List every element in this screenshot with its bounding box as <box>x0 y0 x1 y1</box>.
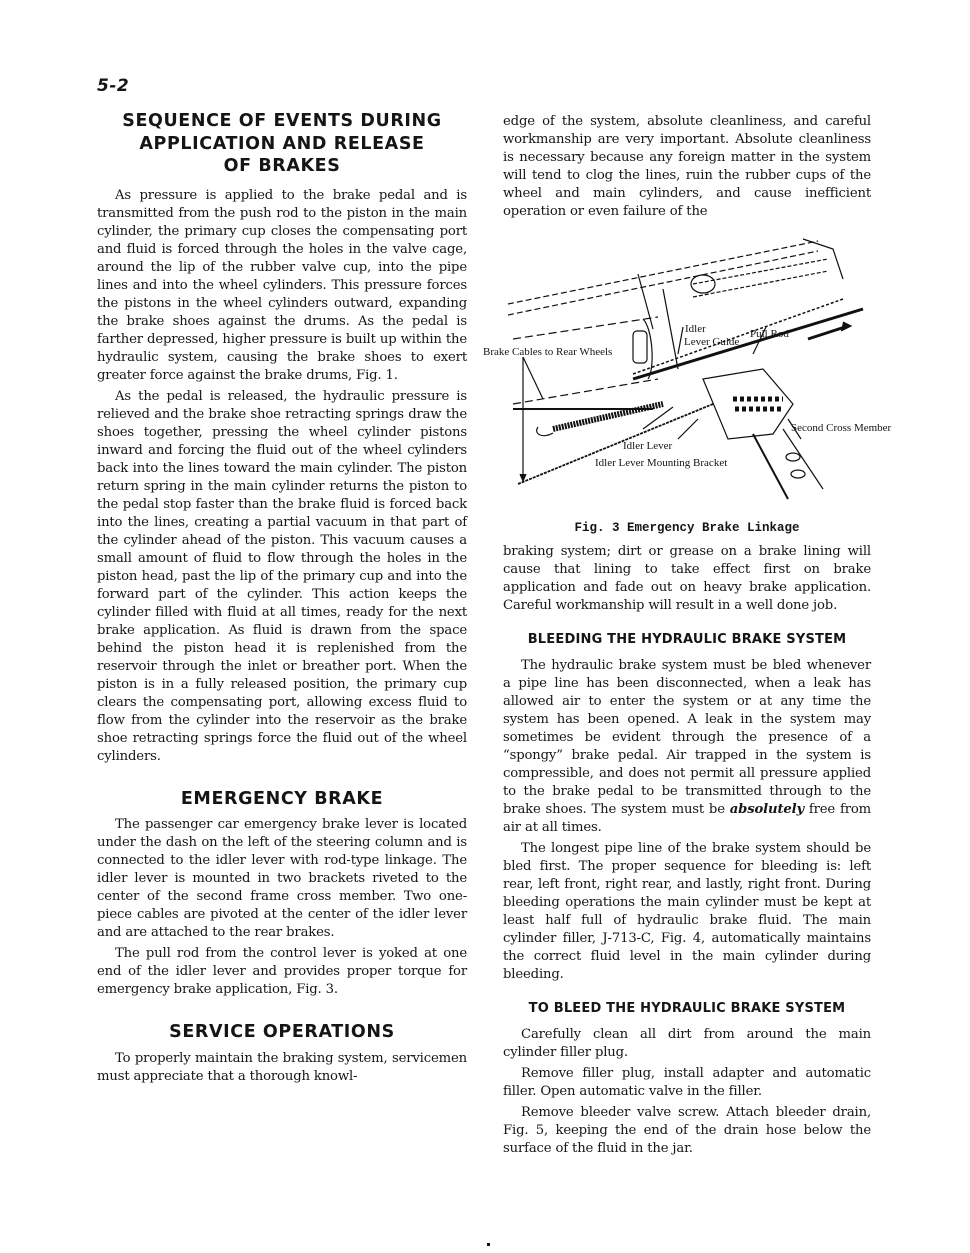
paragraph: The passenger car emergency brake lever is located under the dash on the left of the steering column and is connected to the idler lever with rod-type linkage. The idler lever is mounted in two brackets riveted to the center of the second frame cross member. Two one-piece cables are pivoted at the center of the idler lever and are attached to the rear brakes. <box>97 817 467 940</box>
title-line: APPLICATION AND RELEASE <box>139 133 425 154</box>
title-line: OF BRAKES <box>223 156 341 176</box>
left-column <box>97 110 467 1086</box>
paragraph: braking system; dirt or grease on a brake lining will cause that lining to take effect first on brake application and fade out on heavy brake application. Careful workmanship will result in a well done job. <box>503 544 871 613</box>
text-run: free from air at all times. <box>503 802 872 835</box>
brake-linkage-illustration-icon <box>483 229 903 519</box>
paragraph <box>503 657 871 837</box>
label-second-cross-member: Second Cross Member <box>791 422 892 434</box>
label-idler-lever-mounting-bracket: Idler Lever Mounting Bracket <box>595 457 728 469</box>
paragraph: As pressure is applied to the brake pedal and is transmitted from the push rod to the piston in the main cylinder, the primary cup closes the compensating port and fluid is forced through the holes in the valve cage, around the lip of the rubber valve cup, into the pipe lines and into the wheel cylinders. This pressure forces the pistons in the wheel cylinders outward, expanding the brake shoes against the drums. As the pedal is farther depressed, higher pressure is built up within the hydraulic system, causing the brake shoes to exert greater force against the brake drums, Fig. 1. <box>97 187 467 383</box>
figure-emergency-brake-linkage <box>483 229 903 519</box>
section-title-service-operations: SERVICE OPERATIONS <box>169 1022 395 1042</box>
section-title-emergency-brake: EMERGENCY BRAKE <box>180 788 384 809</box>
right-column <box>483 113 892 1158</box>
text-run: The hydraulic brake system must be bled whenever a pipe line has been disconnected, when a leak has allowed air to enter the system or at any time the system has been opened. A leak in the system may sometimes be evident through the presence of a “spongy” brake pedal. Air trapped in the system is compressible, and does not permit all pressure applied to the brake pedal to be transmitted through to the brake shoes. The system must be <box>503 658 871 817</box>
paragraph: To properly maintain the braking system, servicemen must appreciate that a thorough knowl- <box>97 1050 467 1084</box>
emphasis-absolutely: absolutely <box>729 802 805 817</box>
label-idler-lever-guide-line1: Idler <box>685 323 706 335</box>
label-brake-cables: Brake Cables to Rear Wheels <box>483 346 613 358</box>
paragraph: The pull rod from the control lever is yoked at one end of the idler lever and provides proper torque for emergency brake application, Fig. 3. <box>97 946 467 997</box>
paragraph: Remove bleeder valve screw. Attach bleeder drain, Fig. 5, keeping the end of the drain hose below the surface of the fluid in the jar. <box>503 1105 871 1156</box>
section-title-sequence-of-events <box>97 110 467 178</box>
section-title-to-bleed: TO BLEED THE HYDRAULIC BRAKE SYSTEM <box>528 1001 846 1016</box>
paragraph: As the pedal is released, the hydraulic pressure is relieved and the brake shoe retracting springs draw the shoes together, pressing the wheel cylinder pistons inward and forcing the fluid out of the wheel cylinders back into the lines toward the main cylinder. The piston return spring in the main cylinder returns the piston to the pedal stop faster than the brake fluid is forced back into the lines, creating a partial vacuum in that part of the cylinder ahead of the piston. This vacuum causes a small amount of fluid to flow through the holes in the piston head, past the lip of the primary cup and into the forward part of the cylinder. This action keeps the cylinder filled with fluid at all times, ready for the next brake application. As fluid is drawn from the space behind the piston head it is replenished from the reservoir through the inlet or breather port. When the piston is in a fully released position, the primary cup clears the compensating port, allowing excess fluid to flow from the cylinder into the reservoir as the brake shoe retracting springs force the fluid out of the wheel cylinders. <box>97 388 467 764</box>
label-idler-lever: Idler Lever <box>623 440 673 452</box>
figure-caption: Fig. 3 Emergency Brake Linkage <box>574 521 800 535</box>
paragraph: The longest pipe line of the brake system should be bled first. The proper sequence for bleeding is: left rear, left front, right rear, and lastly, right front. During bleeding operations the main cylinder must be kept at least half full of hydraulic brake fluid. The main cylinder filler, J-713-C, Fig. 4, automatically maintains the correct fluid level in the main cylinder during bleeding. <box>503 841 871 982</box>
label-pull-rod: Pull Rod <box>750 328 789 340</box>
paragraph: Remove filler plug, install adapter and automatic filler. Open automatic valve in the filler. <box>503 1066 871 1099</box>
section-title-bleeding: BLEEDING THE HYDRAULIC BRAKE SYSTEM <box>527 632 847 647</box>
label-idler-lever-guide-line2: Lever Guide <box>684 336 740 348</box>
paragraph-continuation: edge of the system, absolute cleanliness, and careful workmanship are very important. Absolute cleanliness is necessary because any foreign matter in the system will tend to clog the lines, ruin the rubber cups of the wheel and main cylinders, and cause inefficient operation or even failure of the <box>503 114 871 219</box>
title-line: SEQUENCE OF EVENTS DURING <box>122 111 442 131</box>
paragraph: Carefully clean all dirt from around the main cylinder filler plug. <box>503 1027 871 1060</box>
scan-speck <box>487 1243 490 1246</box>
page-number: 5-2 <box>97 76 130 96</box>
